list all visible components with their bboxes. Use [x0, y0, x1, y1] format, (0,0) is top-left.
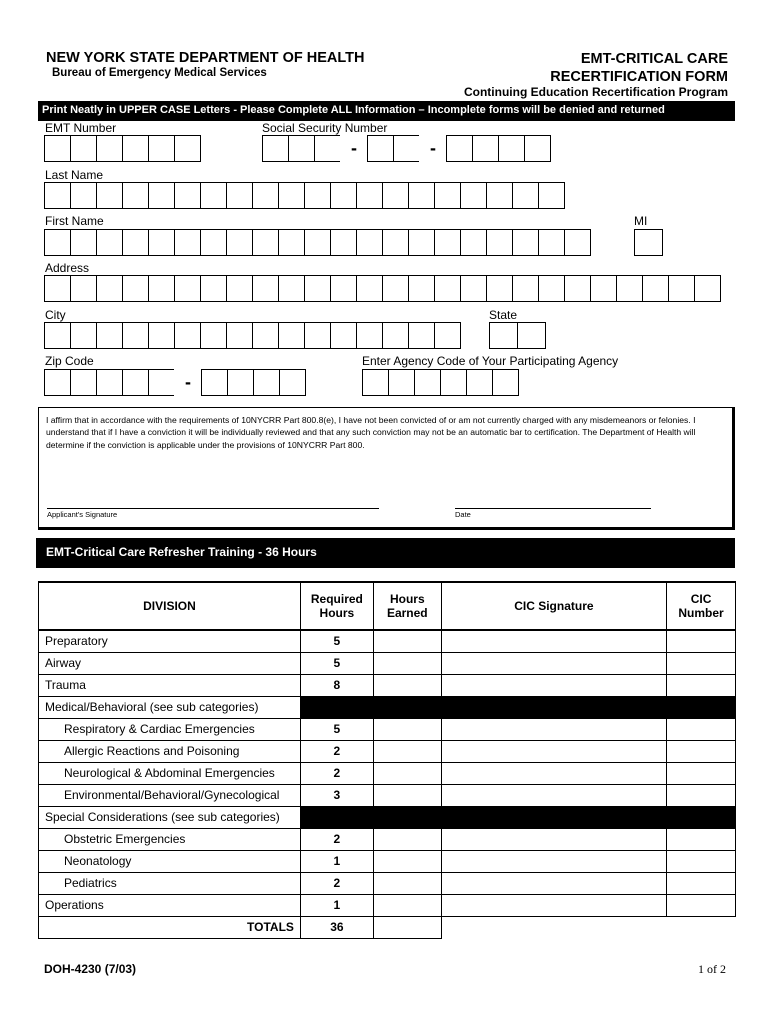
cic-number-cell[interactable] [667, 630, 736, 652]
cic-signature-cell[interactable] [441, 718, 666, 740]
table-row-category [39, 696, 736, 718]
division-label: Obstetric Emergencies [39, 828, 301, 850]
cic-number-cell[interactable] [667, 784, 736, 806]
required-hours: 1 [300, 894, 373, 916]
header-earned-line1: Hours [389, 592, 425, 606]
header-division: DIVISION [39, 582, 301, 630]
cic-number-cell[interactable] [667, 740, 736, 762]
last-name-field[interactable] [44, 182, 564, 209]
hours-earned-cell[interactable] [373, 674, 441, 696]
header-cic-number-line2: Number [678, 606, 724, 620]
header-earned-line2: Earned [386, 606, 428, 620]
table-row [39, 784, 736, 806]
required-hours: 1 [300, 850, 373, 872]
program-title: Continuing Education Recertification Program [463, 85, 728, 99]
table-row [39, 718, 736, 740]
division-label: Medical/Behavioral (see sub categories) [39, 696, 301, 718]
city-label: City [45, 308, 66, 322]
form-title [550, 50, 728, 86]
hours-earned-cell[interactable] [373, 652, 441, 674]
header-cic-signature: CIC Signature [441, 582, 666, 630]
header-hours-earned [373, 582, 441, 630]
cic-number-cell[interactable] [667, 894, 736, 916]
hours-earned-cell[interactable] [373, 894, 441, 916]
date-label: Date [455, 510, 471, 519]
bureau-subtitle: Bureau of Emergency Medical Services [52, 67, 267, 79]
required-hours: 2 [300, 762, 373, 784]
address-label: Address [45, 261, 90, 275]
cic-signature-cell[interactable] [441, 740, 666, 762]
hours-earned-cell[interactable] [373, 762, 441, 784]
table-row [39, 894, 736, 916]
blacked-cell [373, 696, 441, 718]
cic-signature-cell[interactable] [441, 630, 666, 652]
header-required-hours [300, 582, 373, 630]
table-header-row [39, 582, 736, 630]
required-hours: 5 [300, 718, 373, 740]
cic-signature-cell[interactable] [441, 872, 666, 894]
table-row [39, 872, 736, 894]
blacked-cell [667, 696, 736, 718]
mi-field[interactable] [634, 229, 662, 256]
division-label: Neonatology [39, 850, 301, 872]
empty-cell [441, 916, 666, 938]
division-label: Respiratory & Cardiac Emergencies [39, 718, 301, 740]
totals-row [39, 916, 736, 938]
zip-field[interactable] [44, 369, 305, 396]
division-label: Trauma [39, 674, 301, 696]
hours-earned-cell[interactable] [373, 850, 441, 872]
last-name-label: Last Name [45, 168, 104, 182]
cic-signature-cell[interactable] [441, 762, 666, 784]
training-hours-table [38, 581, 736, 939]
totals-hours-earned-cell[interactable] [373, 916, 441, 938]
blacked-cell [441, 806, 666, 828]
required-hours: 3 [300, 784, 373, 806]
blacked-cell [300, 806, 373, 828]
state-label: State [489, 308, 518, 322]
date-line[interactable] [455, 508, 651, 509]
affirmation-text: I affirm that in accordance with the requirements of 10NYCRR Part 800.8(e), I have not been convicted of or am not currently charged with any misdemeanors or felonies. I understand that if I have a conviction it will be individually reviewed and that any such conviction may not be an automatic bar to certification. The Department of Health will determine if the conviction is applicable under the provisions of 10NYCRR Part 800. [46, 415, 696, 450]
section-title: EMT-Critical Care Refresher Training - 36 Hours [36, 538, 735, 568]
state-field[interactable] [489, 322, 545, 349]
totals-label: TOTALS [39, 916, 301, 938]
table-row [39, 652, 736, 674]
table-row [39, 630, 736, 652]
table-row [39, 740, 736, 762]
header-cic-number [667, 582, 736, 630]
hours-earned-cell[interactable] [373, 872, 441, 894]
division-label: Environmental/Behavioral/Gynecological [39, 784, 301, 806]
division-label: Neurological & Abdominal Emergencies [39, 762, 301, 784]
ssn-dash-2: - [419, 135, 447, 162]
required-hours: 5 [300, 630, 373, 652]
zip-dash: - [174, 369, 202, 396]
affirmation-box [38, 407, 735, 530]
division-label: Pediatrics [39, 872, 301, 894]
division-label: Operations [39, 894, 301, 916]
cic-number-cell[interactable] [667, 828, 736, 850]
cic-number-cell[interactable] [667, 718, 736, 740]
required-hours: 5 [300, 652, 373, 674]
required-hours: 8 [300, 674, 373, 696]
blacked-cell [300, 696, 373, 718]
agency-code-field[interactable] [362, 369, 518, 396]
emt-number-field[interactable] [44, 135, 200, 162]
zip-label: Zip Code [45, 354, 94, 368]
agency-code-label: Enter Agency Code of Your Participating Agency [362, 354, 619, 368]
first-name-label: First Name [45, 214, 104, 228]
table-row-category [39, 806, 736, 828]
instructions-bar: Print Neatly in UPPER CASE Letters - Please Complete ALL Information – Incomplete forms will be denied and returned [38, 101, 735, 121]
blacked-cell [441, 696, 666, 718]
division-label: Special Considerations (see sub categories) [39, 806, 301, 828]
form-title-line1: EMT-CRITICAL CARE [580, 51, 728, 67]
emt-number-label: EMT Number [45, 121, 117, 135]
hours-earned-cell[interactable] [373, 718, 441, 740]
cic-signature-cell[interactable] [441, 784, 666, 806]
required-hours: 2 [300, 828, 373, 850]
form-title-line2: RECERTIFICATION FORM [550, 69, 728, 85]
signature-label: Applicant's Signature [47, 510, 118, 519]
division-label: Allergic Reactions and Poisoning [39, 740, 301, 762]
header-required-line2: Hours [319, 606, 355, 620]
header-required-line1: Required [310, 592, 363, 606]
blacked-cell [667, 806, 736, 828]
table-row [39, 828, 736, 850]
empty-cell [667, 916, 736, 938]
hours-earned-cell[interactable] [373, 630, 441, 652]
required-hours: 2 [300, 740, 373, 762]
form-number: DOH-4230 (7/03) [44, 962, 137, 976]
address-field[interactable] [44, 275, 720, 302]
page-number: 1 of 2 [698, 962, 726, 976]
city-field[interactable] [44, 322, 460, 349]
cic-signature-cell[interactable] [441, 652, 666, 674]
first-name-field[interactable] [44, 229, 590, 256]
signature-line[interactable] [47, 508, 379, 509]
cic-number-cell[interactable] [667, 850, 736, 872]
cic-signature-cell[interactable] [441, 850, 666, 872]
cic-number-cell[interactable] [667, 652, 736, 674]
cic-signature-cell[interactable] [441, 828, 666, 850]
division-label: Preparatory [39, 630, 301, 652]
header-cic-number-line1: CIC [690, 592, 712, 606]
blacked-cell [373, 806, 441, 828]
cic-number-cell[interactable] [667, 674, 736, 696]
division-label: Airway [39, 652, 301, 674]
table-row [39, 674, 736, 696]
ssn-label: Social Security Number [262, 121, 388, 135]
ssn-dash-1: - [340, 135, 368, 162]
required-hours: 2 [300, 872, 373, 894]
hours-earned-cell[interactable] [373, 784, 441, 806]
cic-number-cell[interactable] [667, 872, 736, 894]
agency-title: NEW YORK STATE DEPARTMENT OF HEALTH [46, 50, 365, 66]
cic-signature-cell[interactable] [441, 894, 666, 916]
table-row [39, 850, 736, 872]
cic-signature-cell[interactable] [441, 674, 666, 696]
table-row [39, 762, 736, 784]
totals-required-hours: 36 [300, 916, 373, 938]
cic-number-cell[interactable] [667, 762, 736, 784]
mi-label: MI [634, 214, 648, 228]
hours-earned-cell[interactable] [373, 740, 441, 762]
ssn-field[interactable] [262, 135, 550, 162]
hours-earned-cell[interactable] [373, 828, 441, 850]
